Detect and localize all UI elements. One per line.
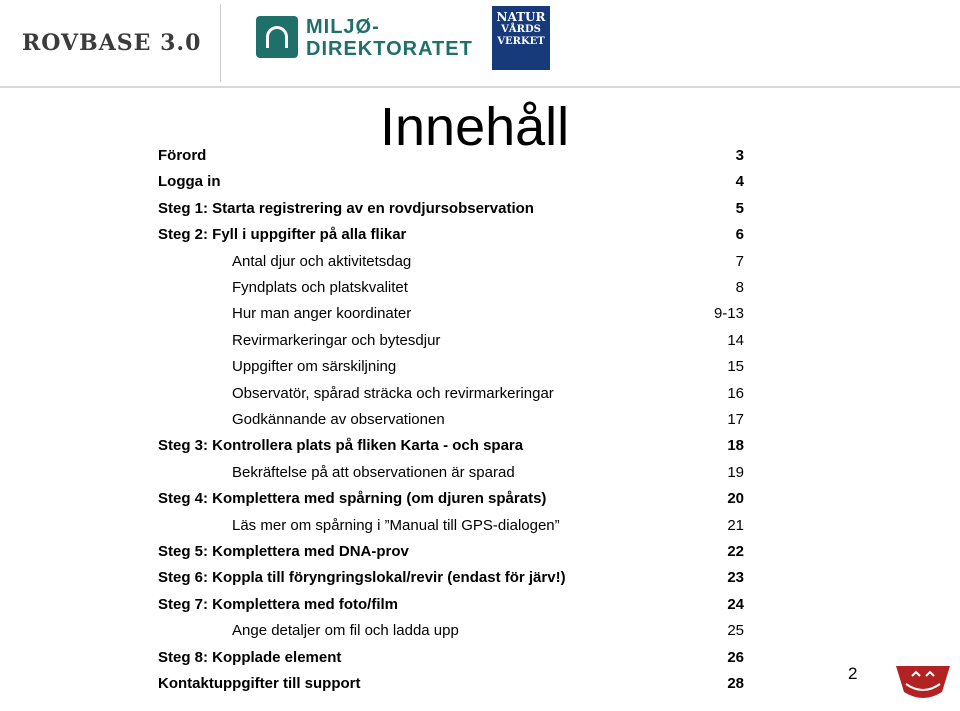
miljo-logo-line-2: DIREKTORATET bbox=[306, 38, 473, 60]
toc-entry-label: Logga in bbox=[158, 173, 221, 191]
toc-entry-page: 21 bbox=[727, 516, 744, 534]
toc-entry-page: 14 bbox=[727, 331, 744, 349]
toc-entry-label: Steg 8: Kopplade element bbox=[158, 648, 342, 666]
toc-entry[interactable] bbox=[158, 171, 744, 193]
toc-entry-page: 24 bbox=[727, 595, 744, 613]
toc-entry-page: 3 bbox=[735, 147, 744, 164]
toc-entry-page: 23 bbox=[727, 569, 744, 587]
miljo-logo-line-1: MILJØ- bbox=[306, 16, 380, 38]
page-title: Innehåll bbox=[380, 97, 570, 157]
toc-entry[interactable] bbox=[232, 462, 744, 484]
toc-entry[interactable] bbox=[232, 620, 744, 642]
toc-entry-page: 16 bbox=[727, 384, 744, 402]
miljodirektoratet-logo-text bbox=[306, 16, 473, 60]
toc-entry-label: Steg 5: Komplettera med DNA-prov bbox=[158, 543, 409, 560]
natur-logo-line-3: VERKET bbox=[497, 36, 545, 47]
toc-entry-label: Revirmarkeringar och bytesdjur bbox=[232, 331, 441, 349]
toc-entry-label: Fyndplats och platskvalitet bbox=[232, 279, 408, 296]
toc-entry-page: 19 bbox=[727, 463, 744, 481]
toc-entry-page: 15 bbox=[727, 358, 744, 376]
toc-entry-label: Förord bbox=[158, 147, 207, 164]
toc-entry[interactable] bbox=[232, 251, 744, 273]
toc-entry-page: 20 bbox=[727, 490, 744, 508]
header-bar bbox=[0, 0, 960, 88]
naturvardsverket-logo bbox=[492, 6, 550, 70]
toc-entry-page: 18 bbox=[727, 437, 744, 455]
toc-entry-label: Ange detaljer om fil och ladda upp bbox=[232, 622, 459, 640]
toc-entry-page: 4 bbox=[735, 173, 744, 191]
toc-entry[interactable] bbox=[158, 198, 744, 220]
toc-entry[interactable] bbox=[158, 435, 744, 457]
toc-entry-label: Observatör, spårad sträcka och revirmarkeringar bbox=[232, 384, 554, 402]
toc-entry-label: Steg 1: Starta registrering av en rovdjursobservation bbox=[158, 199, 534, 217]
header-rule bbox=[0, 86, 960, 88]
toc-entry-label: Bekräftelse på att observationen är sparad bbox=[232, 463, 515, 481]
toc-entry-label: Antal djur och aktivitetsdag bbox=[232, 252, 412, 270]
toc-entry-label: Steg 6: Koppla till föryngringslokal/revir (endast för järv!) bbox=[158, 569, 566, 587]
toc-entry[interactable] bbox=[232, 330, 744, 352]
toc-entry[interactable] bbox=[158, 594, 744, 616]
toc-entry[interactable] bbox=[232, 383, 744, 405]
toc-entry[interactable] bbox=[158, 673, 744, 695]
toc-entry-label: Steg 4: Komplettera med spårning (om djuren spårats) bbox=[158, 490, 547, 508]
toc-entry[interactable] bbox=[158, 541, 744, 563]
toc-entry[interactable] bbox=[232, 409, 744, 431]
natur-logo-line-1: NATUR bbox=[496, 10, 546, 24]
toc-entry-label: Uppgifter om särskiljning bbox=[232, 358, 397, 376]
page-number: 2 bbox=[848, 664, 858, 683]
toc-entry-label: Steg 3: Kontrollera plats på fliken Karta - och spara bbox=[158, 437, 524, 455]
toc-entry-page: 5 bbox=[735, 199, 744, 217]
toc-entry-label: Steg 2: Fyll i uppgifter på alla flikar bbox=[158, 226, 407, 244]
toc-entry-page: 28 bbox=[727, 675, 744, 692]
miljodirektoratet-logo-mark bbox=[256, 16, 298, 58]
viltskadecenter-logo bbox=[892, 662, 954, 704]
toc-entry[interactable] bbox=[232, 356, 744, 378]
toc-entry-page: 26 bbox=[727, 648, 744, 666]
toc-entry[interactable] bbox=[158, 145, 744, 167]
toc-entry[interactable] bbox=[158, 488, 744, 510]
toc-entry[interactable] bbox=[158, 647, 744, 669]
toc-entry-page: 6 bbox=[735, 226, 744, 244]
toc-entry-page: 22 bbox=[727, 543, 744, 560]
toc-entry-label: Godkännande av observationen bbox=[232, 411, 445, 428]
toc-entry-page: 8 bbox=[735, 279, 744, 296]
toc-entry-label: Kontaktuppgifter till support bbox=[158, 675, 361, 692]
rovbase-logo: ROVBASE 3.0 bbox=[22, 30, 202, 56]
toc-entry[interactable] bbox=[232, 515, 744, 537]
toc-entry-label: Hur man anger koordinater bbox=[232, 305, 412, 323]
toc-entry[interactable] bbox=[158, 224, 744, 246]
toc-entry[interactable] bbox=[232, 303, 744, 325]
toc-entry[interactable] bbox=[158, 567, 744, 589]
header-divider bbox=[220, 4, 221, 82]
toc-entry-page: 7 bbox=[735, 252, 744, 270]
toc-entry-page: 25 bbox=[727, 622, 744, 640]
toc-entry-page: 9-13 bbox=[713, 305, 744, 323]
toc-entry-label: Läs mer om spårning i ”Manual till GPS-dialogen” bbox=[232, 516, 560, 534]
toc-entry-label: Steg 7: Komplettera med foto/film bbox=[158, 595, 399, 613]
toc-entry[interactable] bbox=[232, 277, 744, 299]
toc-entry-page: 17 bbox=[727, 411, 744, 428]
natur-logo-line-2: VÅRDS bbox=[501, 24, 541, 35]
